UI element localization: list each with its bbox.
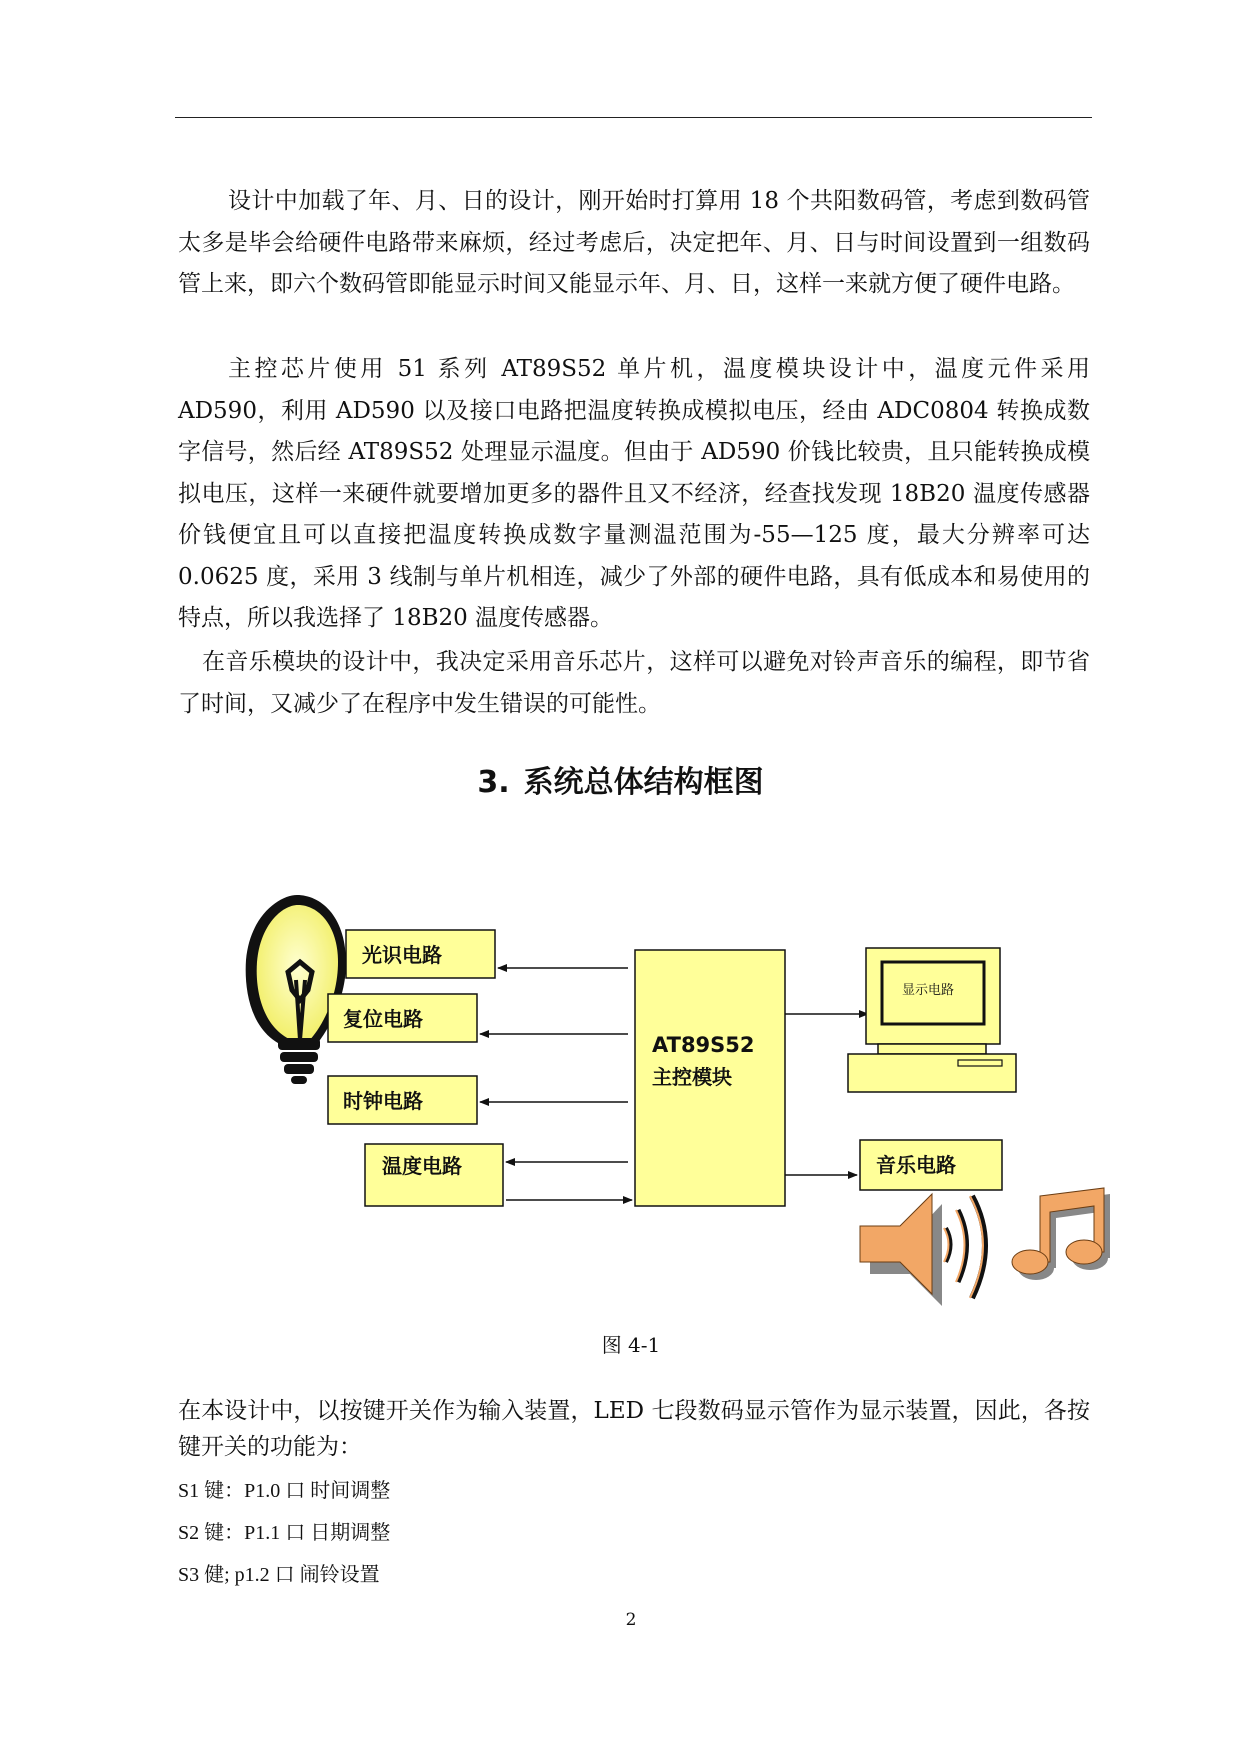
main-control-line1: AT89S52	[652, 1033, 755, 1057]
key-s3-description: S3 健; p1.2 口 闹铃设置	[178, 1564, 380, 1586]
page-number: 2	[625, 1610, 637, 1630]
section-title: 系统总体结构框图	[523, 765, 764, 800]
section-number: 3.	[477, 765, 510, 800]
monitor-icon	[848, 948, 1016, 1092]
key-s1-description: S1 键：P1.0 口 时间调整	[178, 1480, 391, 1502]
paragraph-3: 在音乐模块的设计中，我决定采用音乐芯片，这样可以避免对铃声音乐的编程，即节省了时间，又减少了在程序中发生错误的可能性。	[178, 649, 1090, 717]
key-s2-description: S2 键：P1.1 口 日期调整	[178, 1522, 391, 1544]
paragraph-2: 主控芯片使用 51 系列 AT89S52 单片机，温度模块设计中，温度元件采用 AD590，利用 AD590 以及接口电路把温度转换成模拟电压，经由 ADC0804 转换成数字信号，然后经 AT89S52 处理显示温度。但由于 AD590 价钱比较贵，且只能转换成模拟电压，这样一来硬件就要增加更多的器件且又不经济，经查找发现 18B20 温度传感器价钱便宜且可以直接把温度转换成数字量测温范围为-55—125 度，最大分辨率可达 0.0625 度，采用 3 线制与单片机相连，减少了外部的硬件电路，具有低成本和易使用的特点，所以我选择了 18B20 温度传感器。	[178, 356, 1090, 631]
display-circuit-label: 显示电路	[902, 983, 955, 998]
lightbulb-icon	[246, 895, 346, 1084]
light-circuit-label: 光识电路	[362, 943, 442, 967]
main-control-line2: 主控模块	[652, 1065, 732, 1089]
figure-caption: 图 4-1	[601, 1333, 661, 1357]
paragraph-4: 在本设计中，以按键开关作为输入装置，LED 七段数码显示管作为显示装置，因此，各按键开关的功能为：	[178, 1398, 1090, 1460]
reset-circuit-label: 复位电路	[343, 1007, 423, 1031]
music-circuit-label: 音乐电路	[876, 1153, 956, 1177]
speaker-icon	[860, 1194, 985, 1306]
music-note-icon	[1012, 1188, 1110, 1280]
temp-circuit-label: 温度电路	[382, 1154, 462, 1178]
clock-circuit-label: 时钟电路	[343, 1089, 423, 1113]
paragraph-1: 设计中加载了年、月、日的设计，刚开始时打算用 18 个共阳数码管，考虑到数码管太多是毕会给硬件电路带来麻烦，经过考虑后，决定把年、月、日与时间设置到一组数码管上来，即六个数码管即能显示时间又能显示年、月、日，这样一来就方便了硬件电路。	[178, 188, 1090, 297]
